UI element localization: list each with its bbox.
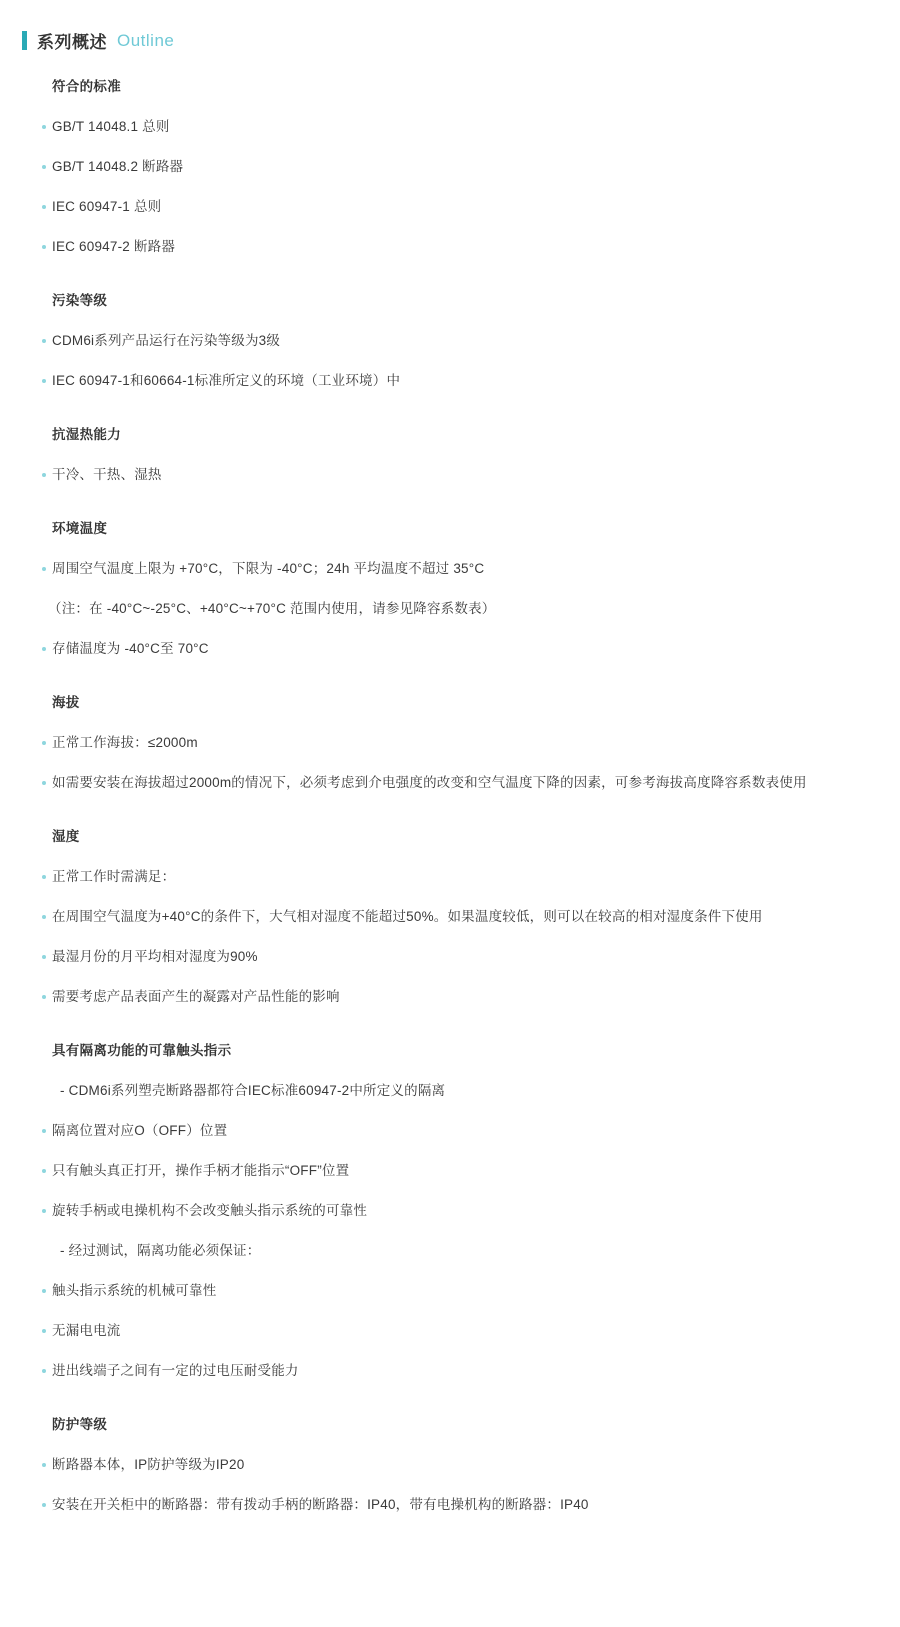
bullet-item: 在周围空气温度为+40°C的条件下，大气相对湿度不能超过50%。如果温度较低，则可以在较高的相对湿度条件下使用 <box>20 897 880 937</box>
outline-group <box>20 691 880 803</box>
bullet-item: 最湿月份的月平均相对湿度为90% <box>20 937 880 977</box>
section-title-cn: 系列概述 <box>37 33 107 52</box>
group-heading: 湿度 <box>52 829 80 844</box>
bullet-item: 干冷、干热、湿热 <box>20 455 880 495</box>
bullet-item: 只有触头真正打开，操作手柄才能指示“OFF”位置 <box>20 1151 880 1191</box>
bullet-item: IEC 60947-1 总则 <box>20 187 880 227</box>
outline-content <box>20 75 880 1525</box>
group-heading: 抗湿热能力 <box>52 427 121 442</box>
accent-bar-icon <box>22 31 27 50</box>
outline-group <box>20 825 880 1017</box>
bullet-item: 安装在开关柜中的断路器：带有拨动手柄的断路器：IP40，带有电操机构的断路器：IP40 <box>20 1485 880 1525</box>
bullet-item: 进出线端子之间有一定的过电压耐受能力 <box>20 1351 880 1391</box>
bullet-item: IEC 60947-2 断路器 <box>20 227 880 267</box>
outline-group <box>20 75 880 267</box>
section-title-en: Outline <box>117 30 175 50</box>
bullet-item: 无漏电电流 <box>20 1311 880 1351</box>
outline-group <box>20 289 880 401</box>
bullet-item: 需要考虑产品表面产生的凝露对产品性能的影响 <box>20 977 880 1017</box>
outline-group <box>20 423 880 495</box>
bullet-item: GB/T 14048.2 断路器 <box>20 147 880 187</box>
bullet-item: IEC 60947-1和60664-1标准所定义的环境（工业环境）中 <box>20 361 880 401</box>
bullet-item: 存储温度为 -40°C至 70°C <box>20 629 880 669</box>
group-heading: 环境温度 <box>52 521 108 536</box>
bullet-item: 触头指示系统的机械可靠性 <box>20 1271 880 1311</box>
bullet-item: 旋转手柄或电操机构不会改变触头指示系统的可靠性 <box>20 1191 880 1231</box>
outline-group <box>20 517 880 669</box>
group-heading: 具有隔离功能的可靠触头指示 <box>52 1043 232 1058</box>
outline-group <box>20 1413 880 1525</box>
bullet-item: 正常工作时需满足： <box>20 857 880 897</box>
text-line: （注：在 -40°C~-25°C、+40°C~+70°C 范围内使用，请参见降容系数表） <box>48 601 496 616</box>
group-heading: 海拔 <box>52 695 80 710</box>
group-heading: 防护等级 <box>52 1417 108 1432</box>
text-line: - CDM6i系列塑壳断路器都符合IEC标准60947-2中所定义的隔离 <box>60 1083 446 1098</box>
bullet-item: CDM6i系列产品运行在污染等级为3级 <box>20 321 880 361</box>
bullet-item: 隔离位置对应O（OFF）位置 <box>20 1111 880 1151</box>
outline-group <box>20 1039 880 1391</box>
section-title <box>20 28 880 53</box>
bullet-item: 如需要安装在海拔超过2000m的情况下，必须考虑到介电强度的改变和空气温度下降的因素，可参考海拔高度降容系数表使用 <box>20 763 880 803</box>
bullet-item: GB/T 14048.1 总则 <box>20 107 880 147</box>
bullet-item: 周围空气温度上限为 +70°C，下限为 -40°C；24h 平均温度不超过 35°C <box>20 549 880 589</box>
group-heading: 符合的标准 <box>52 79 121 94</box>
bullet-item: 断路器本体，IP防护等级为IP20 <box>20 1445 880 1485</box>
text-line: - 经过测试，隔离功能必须保证： <box>60 1243 261 1258</box>
bullet-item: 正常工作海拔：≤2000m <box>20 723 880 763</box>
group-heading: 污染等级 <box>52 293 108 308</box>
